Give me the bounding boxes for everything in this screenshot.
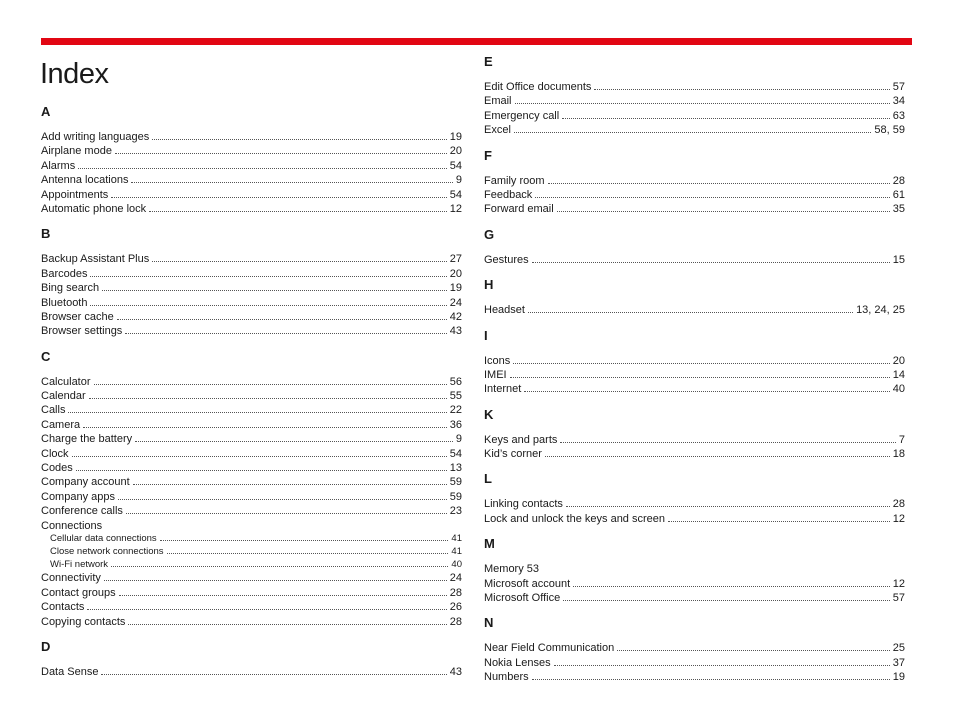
dot-leader [513, 363, 889, 364]
dot-leader [563, 600, 890, 601]
index-entry[interactable] [484, 94, 905, 108]
entry-label: Linking contacts [484, 498, 563, 511]
entry-label: Copying contacts [41, 615, 126, 628]
entry-label: Conference calls [41, 505, 123, 518]
dot-leader [68, 412, 446, 413]
index-entry[interactable] [41, 432, 462, 446]
index-entry[interactable] [484, 641, 905, 655]
dot-leader [131, 182, 452, 183]
index-entry[interactable] [484, 562, 905, 576]
entry-label: Family room [484, 174, 545, 187]
section-letter: H [484, 277, 494, 293]
entry-label: Near Field Communication [484, 642, 615, 655]
entry-label: Feedback [484, 188, 533, 201]
index-entry[interactable] [41, 130, 462, 144]
dot-leader [90, 305, 446, 306]
index-entry[interactable] [41, 144, 462, 158]
index-entry[interactable] [41, 310, 462, 324]
entry-page-number: 22 [449, 404, 462, 417]
entry-page-number: 19 [892, 671, 905, 684]
index-entry[interactable] [41, 665, 462, 679]
entry-page-number: 26 [449, 601, 462, 614]
dot-leader [102, 290, 447, 291]
dot-leader [87, 609, 446, 610]
dot-leader [510, 377, 890, 378]
index-entry[interactable] [484, 382, 905, 396]
entry-label: Antenna locations [41, 174, 129, 187]
entry-label: Headset [484, 304, 525, 317]
index-section-h [484, 277, 905, 317]
entry-label: Microsoft account [484, 577, 571, 590]
entry-page-number: 19 [449, 282, 462, 295]
entry-page-number: 54 [449, 447, 462, 460]
entry-label: Company account [41, 476, 130, 489]
entry-page-number: 20 [449, 145, 462, 158]
index-entry[interactable] [41, 571, 462, 585]
entry-page-number: 18 [892, 448, 905, 461]
index-entry[interactable] [484, 188, 905, 202]
index-entry[interactable] [41, 324, 462, 338]
index-column-right [484, 54, 905, 695]
index-entry[interactable] [41, 173, 462, 187]
index-section-e [484, 54, 905, 138]
entry-page-number: 63 [892, 109, 905, 122]
entry-label: Memory 53 [484, 563, 540, 576]
dot-leader [115, 153, 447, 154]
dot-leader [104, 580, 447, 581]
dot-leader [152, 261, 447, 262]
index-entry[interactable] [484, 303, 905, 317]
section-letter: D [41, 638, 51, 654]
entry-page-number: 43 [449, 325, 462, 338]
dot-leader [562, 118, 890, 119]
dot-leader [560, 442, 896, 443]
entry-label: Icons [484, 354, 511, 367]
entry-page-number: 61 [892, 188, 905, 201]
entry-label: Bing search [41, 282, 100, 295]
entry-page-number: 19 [449, 131, 462, 143]
entry-label: Clock [41, 447, 69, 460]
section-letter: M [484, 536, 495, 552]
right-sections [484, 54, 905, 685]
page-title: Index [40, 58, 109, 90]
index-section-g [484, 227, 905, 267]
entry-label: Kid’s corner [484, 448, 542, 461]
index-section-f [484, 148, 905, 217]
dot-leader [111, 197, 446, 198]
dot-leader [111, 566, 448, 567]
dot-leader [90, 276, 446, 277]
entry-page-number: 57 [892, 81, 905, 93]
entry-label: Appointments [41, 188, 109, 201]
dot-leader [160, 540, 449, 541]
entry-label: Contact groups [41, 586, 116, 599]
entry-page-number: 41 [451, 545, 462, 557]
entry-page-number: 27 [449, 253, 462, 266]
index-entry[interactable] [41, 252, 462, 266]
entry-label: Cellular data connections [50, 532, 157, 544]
entry-label: Calls [41, 404, 66, 417]
entry-page-number: 59 [449, 490, 462, 503]
dot-leader [514, 132, 872, 133]
dot-leader [78, 168, 447, 169]
dot-leader [119, 595, 447, 596]
entry-page-number: 13, 24, 25 [856, 304, 905, 317]
index-entry[interactable] [484, 174, 905, 188]
index-section-n [484, 615, 905, 684]
section-letter: A [41, 104, 51, 119]
index-entry[interactable] [484, 202, 905, 216]
entry-page-number: 37 [892, 656, 905, 669]
entry-page-number: 43 [449, 665, 462, 678]
entry-page-number: 20 [892, 354, 905, 367]
entry-label: Connectivity [41, 572, 101, 585]
entry-page-number: 28 [892, 174, 905, 187]
section-letter: B [41, 226, 51, 242]
index-entry[interactable] [41, 281, 462, 295]
index-entry[interactable] [41, 389, 462, 403]
entry-page-number: 14 [892, 368, 905, 381]
entry-label: Keys and parts [484, 433, 558, 446]
entry-page-number: 55 [449, 390, 462, 403]
dot-leader [545, 456, 890, 457]
entry-label: Codes [41, 462, 73, 475]
dot-leader [135, 441, 453, 442]
entry-label: Forward email [484, 203, 554, 216]
entry-label: Browser settings [41, 325, 123, 338]
index-entry[interactable] [41, 461, 462, 475]
entry-label: Email [484, 95, 512, 108]
index-section-l [484, 471, 905, 526]
index-subentry[interactable] [41, 546, 462, 559]
entry-page-number: 42 [449, 310, 462, 323]
entry-page-number: 12 [892, 577, 905, 590]
dot-leader [573, 586, 890, 587]
index-entry[interactable] [484, 512, 905, 526]
entry-label: Charge the battery [41, 433, 133, 446]
entry-page-number: 12 [892, 512, 905, 525]
entry-label: Contacts [41, 601, 85, 614]
section-letter: K [484, 406, 494, 422]
index-entry[interactable] [41, 296, 462, 310]
entry-page-number: 56 [449, 375, 462, 388]
dot-leader [554, 665, 890, 666]
index-subentry[interactable] [41, 533, 462, 546]
entry-page-number: 28 [892, 498, 905, 511]
entry-page-number: 9 [455, 174, 462, 187]
index-entry[interactable] [484, 670, 905, 684]
index-entry[interactable] [484, 591, 905, 605]
entry-page-number: 15 [892, 253, 905, 266]
dot-leader [532, 679, 890, 680]
dot-leader [532, 262, 890, 263]
index-section-b [41, 226, 462, 338]
entry-page-number: 13 [449, 462, 462, 475]
index-entry[interactable] [484, 368, 905, 382]
entry-label: Close network connections [50, 545, 164, 557]
index-entry[interactable] [484, 497, 905, 511]
dot-leader [617, 650, 890, 651]
dot-leader [524, 391, 889, 392]
dot-leader [167, 553, 449, 554]
dot-leader [535, 197, 889, 198]
dot-leader [515, 103, 890, 104]
entry-page-number: 7 [898, 433, 905, 446]
dot-leader [94, 384, 447, 385]
entry-page-number: 40 [892, 383, 905, 396]
entry-label: Microsoft Office [484, 592, 561, 605]
index-entry[interactable] [484, 123, 905, 137]
index-entry[interactable] [41, 490, 462, 504]
index-entry[interactable] [41, 504, 462, 518]
dot-leader [72, 456, 447, 457]
entry-label: Connections [41, 519, 103, 532]
entry-label: Edit Office documents [484, 81, 592, 93]
entry-page-number: 58, 59 [874, 124, 905, 137]
index-entry[interactable] [41, 586, 462, 600]
dot-leader [76, 470, 447, 471]
entry-page-number: 25 [892, 642, 905, 655]
dot-leader [594, 89, 889, 90]
index-section-m [484, 536, 905, 605]
entry-page-number: 34 [892, 95, 905, 108]
index-section-i [484, 328, 905, 397]
entry-label: IMEI [484, 368, 507, 381]
entry-label: Company apps [41, 490, 115, 503]
index-entry[interactable] [41, 615, 462, 629]
dot-leader [117, 319, 447, 320]
index-section-k [484, 407, 905, 462]
dot-leader [133, 484, 447, 485]
entry-page-number: 24 [449, 572, 462, 585]
index-column-left [41, 52, 462, 689]
entry-page-number: 54 [449, 188, 462, 201]
entry-label: Wi-Fi network [50, 558, 109, 570]
entry-label: Add writing languages [41, 131, 150, 143]
entry-label: Lock and unlock the keys and screen [484, 512, 666, 525]
index-subentry[interactable] [41, 559, 462, 572]
dot-leader [152, 139, 447, 140]
entry-page-number: 23 [449, 505, 462, 518]
entry-page-number: 35 [892, 203, 905, 216]
index-entry[interactable] [484, 80, 905, 94]
dot-leader [89, 398, 447, 399]
entry-label: Calendar [41, 390, 86, 403]
index-entry[interactable] [41, 600, 462, 614]
section-letter: I [484, 327, 488, 343]
dot-leader [118, 499, 447, 500]
entry-label: Alarms [41, 159, 76, 172]
entry-label: Emergency call [484, 109, 560, 122]
index-entry[interactable] [484, 656, 905, 670]
header-accent-bar [41, 38, 912, 45]
index-section-d [41, 639, 462, 679]
index-entry[interactable] [484, 109, 905, 123]
entry-page-number: 59 [449, 476, 462, 489]
dot-leader [125, 333, 446, 334]
entry-label: Numbers [484, 671, 529, 684]
left-sections [41, 104, 462, 679]
dot-leader [528, 312, 853, 313]
entry-label: Barcodes [41, 267, 88, 280]
index-entry[interactable] [41, 447, 462, 461]
entry-label: Calculator [41, 375, 91, 388]
dot-leader [668, 521, 890, 522]
entry-page-number: 24 [449, 296, 462, 309]
index-entry[interactable] [484, 253, 905, 267]
entry-label: Excel [484, 124, 511, 137]
index-entry[interactable] [41, 375, 462, 389]
entry-page-number: 57 [892, 592, 905, 605]
entry-label: Data Sense [41, 665, 99, 678]
entry-label: Gestures [484, 253, 529, 266]
section-letter: G [484, 226, 495, 242]
section-letter: N [484, 615, 494, 631]
entry-page-number: 36 [449, 418, 462, 431]
entry-label: Nokia Lenses [484, 656, 551, 669]
index-entry[interactable] [41, 418, 462, 432]
dot-leader [548, 183, 890, 184]
section-letter: F [484, 147, 492, 163]
entry-page-number: 12 [449, 202, 462, 215]
entry-label: Camera [41, 418, 81, 431]
index-entry[interactable] [484, 433, 905, 447]
index-section-a [41, 104, 462, 216]
entry-label: Airplane mode [41, 145, 112, 158]
index-section-c [41, 349, 462, 629]
index-entry[interactable] [41, 519, 462, 533]
index-entry[interactable] [484, 354, 905, 368]
entry-page-number: 40 [451, 558, 462, 570]
section-letter: C [41, 348, 51, 364]
index-entry[interactable] [41, 159, 462, 173]
dot-leader [557, 211, 890, 212]
dot-leader [126, 513, 447, 514]
entry-page-number: 54 [449, 159, 462, 172]
entry-label: Browser cache [41, 310, 114, 323]
index-entry[interactable] [41, 188, 462, 202]
entry-page-number: 28 [449, 615, 462, 628]
dot-leader [101, 674, 446, 675]
entry-label: Automatic phone lock [41, 202, 147, 215]
entry-page-number: 28 [449, 586, 462, 599]
index-entry[interactable] [484, 447, 905, 461]
index-entry[interactable] [41, 202, 462, 216]
section-letter: L [484, 471, 492, 487]
index-entry[interactable] [484, 577, 905, 591]
index-entry[interactable] [41, 267, 462, 281]
section-letter: E [484, 54, 493, 69]
dot-leader [128, 624, 446, 625]
dot-leader [83, 427, 447, 428]
entry-page-number: 9 [455, 433, 462, 446]
entry-page-number: 41 [451, 532, 462, 544]
entry-page-number: 20 [449, 267, 462, 280]
index-entry[interactable] [41, 403, 462, 417]
dot-leader [566, 506, 890, 507]
entry-label: Backup Assistant Plus [41, 253, 150, 266]
dot-leader [149, 211, 447, 212]
entry-label: Bluetooth [41, 296, 88, 309]
entry-label: Internet [484, 383, 522, 396]
index-entry[interactable] [41, 475, 462, 489]
